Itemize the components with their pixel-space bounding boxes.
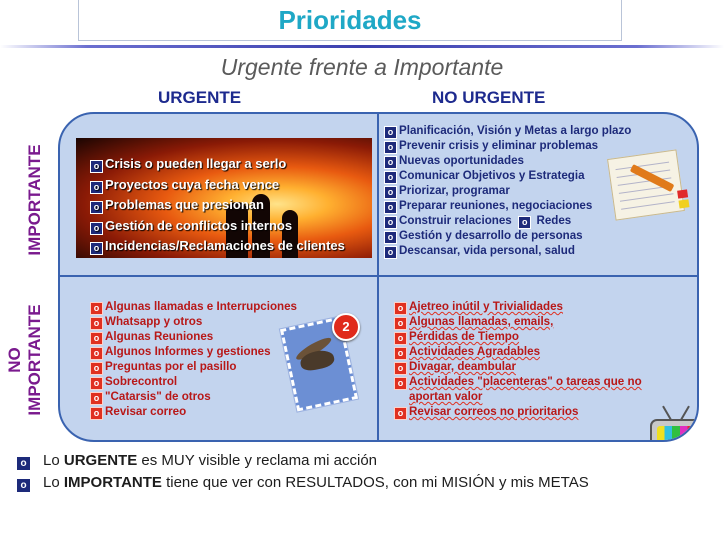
bullet-icon: o bbox=[384, 186, 397, 199]
fire-photo bbox=[76, 138, 372, 258]
television-icon bbox=[650, 419, 699, 442]
bullet-icon: o bbox=[90, 347, 103, 360]
list-item: o Revisar correos no prioritarios bbox=[394, 405, 642, 420]
bullet-icon: o bbox=[16, 456, 31, 471]
bullet-icon: o bbox=[394, 302, 407, 315]
matrix-horizontal-divider bbox=[60, 275, 697, 277]
list-item: o Algunas llamadas, emails, bbox=[394, 315, 642, 330]
title-divider bbox=[0, 45, 724, 48]
bullet-icon: o bbox=[384, 171, 397, 184]
list-item: o Gestión de conflictos internos bbox=[90, 216, 345, 237]
bullet-icon: o bbox=[394, 347, 407, 360]
list-item: o Construir relaciones o Redes bbox=[384, 214, 631, 229]
list-item: o Incidencias/Reclamaciones de clientes bbox=[90, 236, 345, 257]
column-heading-not-urgent: NO URGENTE bbox=[432, 88, 546, 107]
column-heading-urgent: URGENTE bbox=[158, 88, 242, 107]
bullet-icon: o bbox=[394, 362, 407, 375]
bullet-icon: o bbox=[90, 332, 103, 345]
bullet-icon: o bbox=[384, 126, 397, 139]
list-item: o Algunas Reuniones bbox=[90, 330, 297, 345]
bullet-icon: o bbox=[90, 407, 103, 420]
row-heading-not-important-line1: NO bbox=[5, 347, 24, 373]
footer-note-urgent: o Lo URGENTE es MUY visible y reclama mi acción bbox=[16, 452, 377, 471]
list-item: o Ajetreo inútil y Trivialidades bbox=[394, 300, 642, 315]
quadrant-urgent-important-list bbox=[90, 154, 345, 257]
bullet-icon: o bbox=[384, 246, 397, 259]
list-item: o Revisar correo bbox=[90, 405, 297, 420]
bullet-icon: o bbox=[90, 377, 103, 390]
bullet-icon: o bbox=[384, 216, 397, 229]
list-item: o Planificación, Visión y Metas a largo plazo bbox=[384, 124, 631, 139]
bullet-icon: o bbox=[90, 160, 103, 173]
bullet-icon: o bbox=[384, 231, 397, 244]
bullet-icon: o bbox=[90, 392, 103, 405]
bullet-icon: o bbox=[90, 201, 103, 214]
list-item: o Divagar, deambular bbox=[394, 360, 642, 375]
row-heading-not-important bbox=[5, 295, 45, 425]
page-title: Prioridades bbox=[278, 5, 422, 35]
bullet-icon: o bbox=[394, 317, 407, 330]
list-item: o Descansar, vida personal, salud bbox=[384, 244, 631, 259]
bullet-icon: o bbox=[384, 141, 397, 154]
bullet-icon: o bbox=[90, 222, 103, 235]
list-item: o Algunos Informes y gestiones bbox=[90, 345, 297, 360]
list-item: o Whatsapp y otros bbox=[90, 315, 297, 330]
list-item: o Nuevas oportunidades bbox=[384, 154, 631, 169]
list-item: o Sobrecontrol bbox=[90, 375, 297, 390]
bullet-icon: o bbox=[90, 302, 103, 315]
bullet-icon: o bbox=[518, 216, 531, 229]
list-item: o Proyectos cuya fecha vence bbox=[90, 175, 345, 196]
footer-note-important: o Lo IMPORTANTE tiene que ver con RESULTADOS, con mi MISIÓN y mis METAS bbox=[16, 474, 589, 493]
list-item: o Pérdidas de Tiempo bbox=[394, 330, 642, 345]
list-item: o Prevenir crisis y eliminar problemas bbox=[384, 139, 631, 154]
list-item: o Algunas llamadas e Interrupciones bbox=[90, 300, 297, 315]
bullet-icon: o bbox=[384, 201, 397, 214]
title-box bbox=[78, 0, 622, 41]
bullet-icon: o bbox=[90, 242, 103, 255]
list-item: o Preguntas por el pasillo bbox=[90, 360, 297, 375]
bullet-icon: o bbox=[394, 332, 407, 345]
matrix-vertical-divider bbox=[377, 114, 379, 440]
list-item: o Preparar reuniones, negociaciones bbox=[384, 199, 631, 214]
priority-matrix bbox=[58, 112, 699, 442]
quadrant-not-urgent-important-list bbox=[384, 124, 631, 259]
notification-badge: 2 bbox=[332, 313, 360, 341]
list-item: o Crisis o pueden llegar a serlo bbox=[90, 154, 345, 175]
bullet-icon: o bbox=[384, 156, 397, 169]
list-item: o Actividades Agradables bbox=[394, 345, 642, 360]
bullet-icon: o bbox=[16, 478, 31, 493]
list-item: o Gestión y desarrollo de personas bbox=[384, 229, 631, 244]
bullet-icon: o bbox=[90, 317, 103, 330]
bullet-icon: o bbox=[394, 407, 407, 420]
bullet-icon: o bbox=[394, 377, 407, 390]
row-heading-important: IMPORTANTE bbox=[25, 144, 44, 256]
list-item: o Comunicar Objetivos y Estrategia bbox=[384, 169, 631, 184]
bullet-icon: o bbox=[90, 362, 103, 375]
list-item: o Priorizar, programar bbox=[384, 184, 631, 199]
quadrant-urgent-not-important-list bbox=[90, 300, 297, 420]
list-item: o Actividades "placenteras" o tareas que no bbox=[394, 375, 642, 390]
list-item: o "Catarsis" de otros bbox=[90, 390, 297, 405]
bullet-icon: o bbox=[90, 181, 103, 194]
row-heading-not-important-line2: IMPORTANTE bbox=[25, 304, 44, 416]
quadrant-not-urgent-not-important-list bbox=[394, 300, 642, 420]
subtitle: Urgente frente a Importante bbox=[220, 54, 504, 80]
list-item-continuation: aportan valor bbox=[409, 390, 483, 403]
list-item: o Problemas que presionan bbox=[90, 195, 345, 216]
